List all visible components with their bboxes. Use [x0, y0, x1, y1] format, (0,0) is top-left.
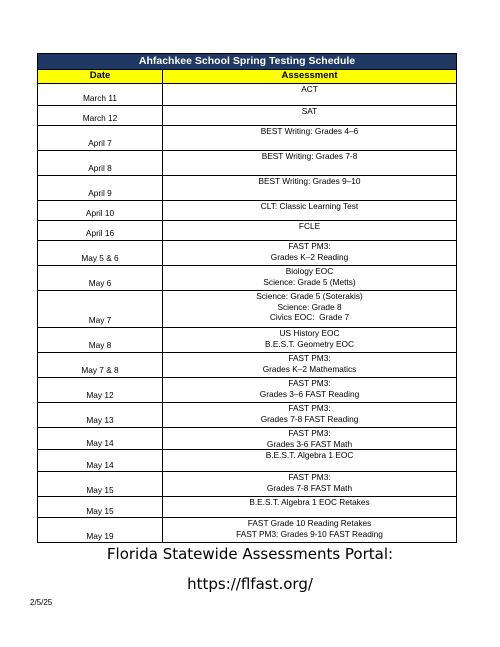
date-cell: May 14 [38, 450, 163, 472]
assessment-column-header: Assessment [163, 70, 457, 84]
date-cell: May 8 [38, 328, 163, 353]
assessment-line: Civics EOC: Grade 7 [269, 312, 350, 323]
assessment-line: Grades 3-6 FAST Math [266, 438, 353, 449]
date-cell: April 9 [38, 176, 163, 201]
assessment-line: BEST Writing: Grades 4–6 [260, 126, 359, 136]
assessment-cell [163, 126, 457, 151]
assessment-cell [163, 241, 457, 266]
portal-url: https://flfast.org/ [187, 575, 313, 593]
date-cell: May 19 [38, 518, 163, 543]
date-cell: May 15 [38, 497, 163, 518]
assessment-line: FCLE [298, 221, 321, 231]
date-cell: May 12 [38, 378, 163, 403]
assessment-line: B.E.S.T. Geometry EOC [265, 338, 354, 349]
schedule-body [38, 54, 457, 543]
assessment-line: FAST PM3: [288, 428, 331, 438]
table-row [38, 518, 457, 543]
date-column-header: Date [38, 70, 163, 84]
assessment-cell [163, 291, 457, 328]
table-row [38, 201, 457, 221]
table-row [38, 403, 457, 428]
assessment-line: FAST PM3: [288, 472, 331, 483]
assessment-line: FAST PM3: Grades 9-10 FAST Reading [236, 528, 383, 539]
assessment-line: Biology EOC [285, 266, 334, 276]
date-cell: May 7 [38, 291, 163, 328]
assessment-line: BEST Writing: Grades 7-8 [261, 151, 358, 161]
date-cell: May 6 [38, 266, 163, 291]
assessment-line: Grades 7-8 FAST Math [266, 482, 353, 493]
assessment-cell [163, 176, 457, 201]
table-row [38, 450, 457, 472]
table-row [38, 126, 457, 151]
assessment-cell [163, 84, 457, 106]
assessment-line: B.E.S.T. Algebra 1 EOC [265, 450, 354, 461]
table-row [38, 328, 457, 353]
assessment-line: FAST PM3: [288, 378, 331, 388]
date-cell: March 11 [38, 84, 163, 106]
assessment-cell [163, 221, 457, 241]
assessment-cell [163, 428, 457, 450]
table-row [38, 353, 457, 378]
assessment-cell [163, 518, 457, 543]
table-row [38, 176, 457, 201]
portal-heading: Florida Statewide Assessments Portal: [106, 545, 394, 563]
date-cell: May 13 [38, 403, 163, 428]
date-cell: May 14 [38, 428, 163, 450]
date-cell: March 12 [38, 106, 163, 126]
date-cell: May 5 & 6 [38, 241, 163, 266]
table-row [38, 106, 457, 126]
assessment-line: Science: Grade 8 [277, 301, 342, 312]
table-row [38, 151, 457, 176]
assessment-line: Grades 7-8 FAST Reading [260, 413, 359, 424]
assessment-cell [163, 106, 457, 126]
date-cell: May 7 & 8 [38, 353, 163, 378]
assessment-line: US History EOC [279, 328, 340, 338]
table-row [38, 221, 457, 241]
assessment-line: CLT: Classic Learning Test [260, 201, 359, 211]
date-cell: May 15 [38, 472, 163, 497]
date-cell: April 16 [38, 221, 163, 241]
date-cell: April 10 [38, 201, 163, 221]
table-row [38, 241, 457, 266]
assessment-cell [163, 450, 457, 472]
assessment-line: FAST PM3: [288, 403, 331, 413]
assessment-cell [163, 353, 457, 378]
assessment-line: SAT [301, 106, 318, 116]
assessment-line: ACT [301, 84, 318, 94]
assessment-cell [163, 151, 457, 176]
assessment-cell [163, 266, 457, 291]
testing-schedule-table [37, 53, 457, 543]
table-row [38, 378, 457, 403]
assessment-line: B.E.S.T. Algebra 1 EOC Retakes [249, 497, 370, 508]
assessment-line: FAST PM3: [288, 241, 331, 251]
title-row [38, 54, 457, 70]
assessment-line: FAST Grade 10 Reading Retakes [247, 518, 372, 529]
assessment-line: Science: Grade 5 (Soterakis) [256, 291, 363, 301]
table-title: Ahfachkee School Spring Testing Schedule [38, 54, 457, 70]
assessment-cell [163, 378, 457, 403]
document-date: 2/5/25 [30, 598, 53, 607]
assessment-line: BEST Writing: Grades 9–10 [258, 176, 361, 186]
table-row [38, 266, 457, 291]
table-row [38, 472, 457, 497]
date-cell: April 7 [38, 126, 163, 151]
assessment-line: FAST PM3: [288, 353, 331, 363]
header-row [38, 70, 457, 84]
date-cell: April 8 [38, 151, 163, 176]
table-row [38, 291, 457, 328]
table-row [38, 84, 457, 106]
assessment-cell [163, 472, 457, 497]
assessment-cell [163, 403, 457, 428]
assessment-line: Grades 3–6 FAST Reading [259, 388, 360, 399]
assessment-cell [163, 497, 457, 518]
assessment-line: Science: Grade 5 (Metts) [263, 276, 356, 287]
assessment-cell [163, 328, 457, 353]
table-row [38, 497, 457, 518]
table-row [38, 428, 457, 450]
assessment-line: Grades K–2 Reading [270, 251, 349, 262]
assessment-line: Grades K–2 Mathematics [262, 363, 357, 374]
assessment-cell [163, 201, 457, 221]
